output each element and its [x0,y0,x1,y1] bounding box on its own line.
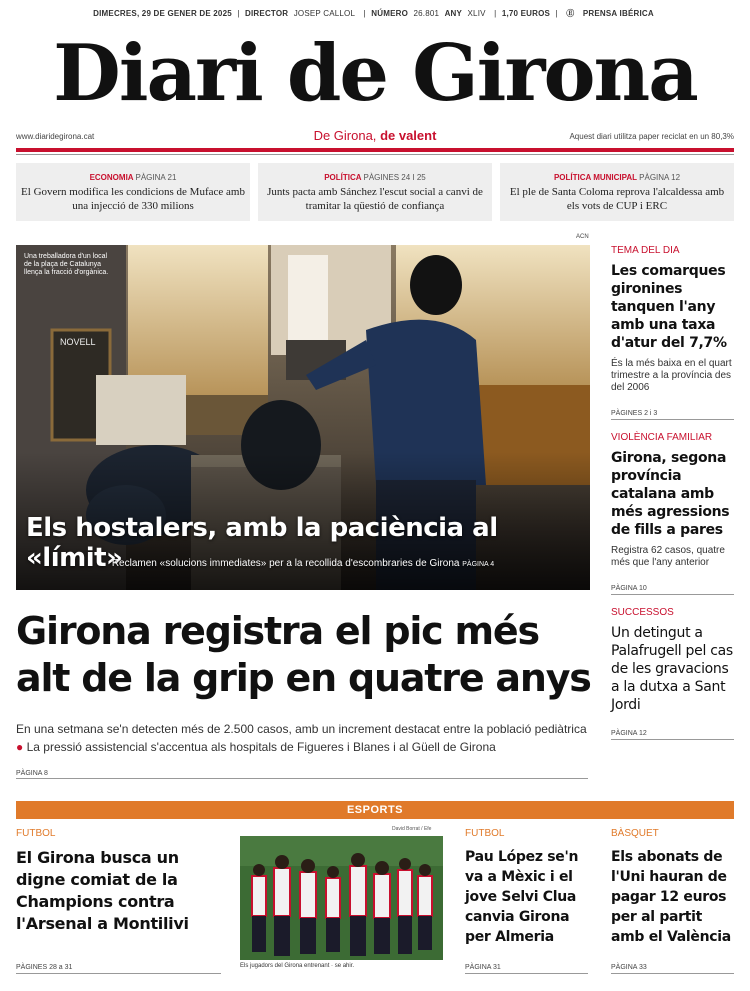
lead-photo-credit: ACN [576,234,589,240]
lead-photo-subhead [16,558,590,569]
director-name: JOSEP CALLOL [293,9,356,18]
main-headline[interactable]: Girona registra el pic més alt de la grip en quatre anys [16,609,591,700]
issue-date: DIMECRES, 29 DE GENER DE 2025 [93,9,232,18]
sports-kicker: BÀSQUET [611,828,659,839]
motto-bold: de valent [380,128,437,143]
sidebar-item-successos[interactable] [611,607,734,740]
sports-page-ref: PÀGINA 31 [465,964,501,971]
teaser-strip [16,163,734,221]
sports-page-ref: PÀGINA 33 [611,964,647,971]
teaser-economia[interactable] [16,163,250,221]
sports-title: Pau López se'n va a Mèxic i el jove Selvi Clua canvia Girona per Almeria [465,849,579,945]
lead-photo-subhead-text: Reclamen «solucions immediates» per a la recollida d'escombraries de Girona [111,558,460,569]
lead-photo-page: PÀGINA 4 [462,561,495,568]
teaser-section: POLÍTICA [324,173,362,182]
main-deck [16,720,594,756]
sports-section-bar[interactable]: ESPORTS [16,801,734,819]
right-sidebar [611,245,734,752]
sidebar-kicker: VIOLÈNCIA FAMILIAR [611,432,713,443]
masthead-subline [16,130,734,144]
sidebar-title: Les comarques gironines tanquen l'any amb una taxa d'atur del 7,7% [611,263,727,351]
teaser-page: PÀGINA 12 [639,173,681,182]
sports-page-ref: PÀGINES 28 a 31 [16,964,73,971]
teaser-kicker [504,171,730,185]
top-info-line: DIMECRES, 29 DE GENER DE 2025 | DIRECTOR JOSEP CALLOL | NÚMERO 26.801 ANY XLIV | 1,70 EUROS | Ⓔ PRENSA IBÉRICA [0,8,750,19]
lead-photo[interactable] [16,245,590,590]
website-link[interactable]: www.diaridegirona.cat [16,132,95,141]
sidebar-page-ref: PÀGINA 12 [611,730,734,740]
issue-number: 26.801 [413,9,440,18]
teaser-text: El ple de Santa Coloma reprova l'alcaldessa amb els vots de CUP i ERC [509,186,725,212]
sidebar-kicker: TEMA DEL DIA [611,245,680,256]
teaser-politica[interactable] [258,163,492,221]
sports-story-pau-lopez[interactable] [465,828,590,947]
sidebar-page-ref: PÀGINA 10 [611,585,734,595]
masthead-title[interactable]: Diari de Girona [53,28,697,119]
sports-photo-credit: David Borrat / Efe [392,826,432,832]
sidebar-title: Un detingut a Palafrugell pel cas de les gravacions a la dutxa a Sant Jordi [611,625,733,713]
sidebar-item-violencia-familiar[interactable] [611,432,734,595]
teaser-kicker [262,171,488,185]
sports-kicker: FUTBOL [465,828,505,839]
teaser-page: PÀGINES 24 I 25 [363,173,426,182]
issue-year: XLIV [467,9,486,18]
sidebar-deck: Registra 62 casos, quatre més que l'any anterior [611,545,725,568]
sports-kicker: FUTBOL [16,828,56,839]
main-page-ref: PÀGINA 8 [16,770,48,777]
teaser-kicker [20,171,246,185]
bullet-icon: ● [16,740,24,754]
teaser-text: Junts pacta amb Sánchez l'escut social a canvi de tramitar la qüestió de confiança [267,186,483,212]
sports-story-basquet[interactable] [611,828,736,947]
main-rule [16,778,588,779]
main-deck-part2: La pressió assistencial s'accentua als hospitals de Figueres i Blanes i al Güell de Girona [26,740,496,754]
sports-photo-illustration [240,836,443,960]
director-label: DIRECTOR [245,9,289,18]
teaser-section: ECONOMIA [89,173,134,182]
sidebar-deck: És la més baixa en el quart trimestre a la província des del 2006 [611,358,732,393]
teaser-politica-municipal[interactable] [500,163,734,221]
masthead-red-rule [16,148,734,152]
teaser-page: PÀGINA 21 [135,173,177,182]
motto-prefix: De Girona, [313,128,377,143]
sports-photo-caption: Els jugadors del Girona entrenant · se ahir. [240,963,355,969]
recycle-note: Aquest diari utilitza paper reciclat en un 80,3% [569,132,734,141]
main-deck-part1: En una setmana se'n detecten més de 2.500 casos, amb un increment destacat entre la població pediàtrica [16,722,587,736]
sports-rule [16,973,221,974]
sports-story-girona[interactable] [16,828,221,935]
publisher-group-name: PRENSA IBÉRICA [582,9,654,18]
sports-title: El Girona busca un digne comiat de la Champions contra l'Arsenal a Montilivi [16,848,189,933]
lead-photo-inset-caption: Una treballadora d'un local de la plaça de Catalunya llença la fracció d'orgànica. [24,253,109,276]
sports-rule [465,973,588,974]
masthead-thin-rule [16,154,734,155]
sidebar-item-tema-del-dia[interactable] [611,245,734,420]
publisher-group-icon: Ⓔ [566,9,575,18]
sidebar-title: Girona, segona província catalana amb més agressions de fills a pares [611,450,730,538]
publisher-group [563,9,657,18]
sports-photo[interactable] [240,836,443,960]
teaser-section: POLÍTICA MUNICIPAL [553,173,637,182]
lead-photo-headline[interactable]: Els hostalers, amb la paciència al «límit» [26,513,498,573]
sidebar-kicker: SUCCESSOS [611,607,674,618]
sidebar-page-ref: PÀGINES 2 i 3 [611,410,734,420]
sports-rule [611,973,734,974]
teaser-text: El Govern modifica les condicions de Muface amb una injecció de 330 milions [21,186,245,212]
sports-title: Els abonats de l'Uni hauran de pagar 12 euros per al partit amb el València [611,849,731,945]
number-label: NÚMERO [371,9,409,18]
year-label: ANY [444,9,463,18]
price: 1,70 EUROS [501,9,551,18]
